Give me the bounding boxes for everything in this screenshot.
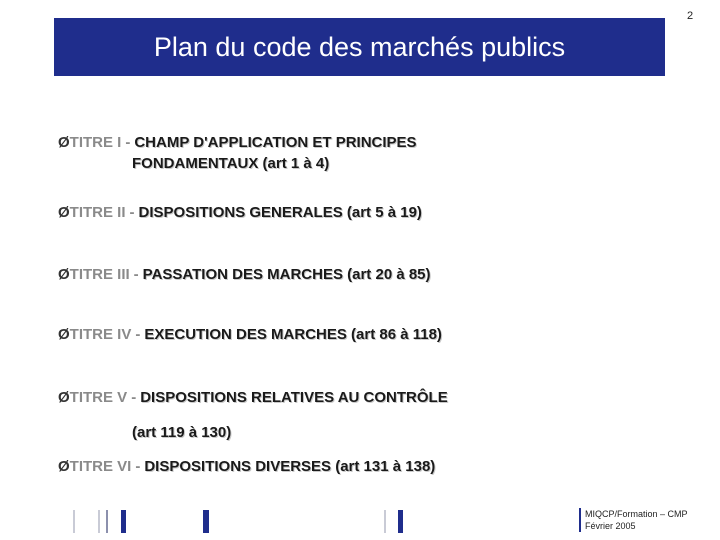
item-prefix: TITRE I: [69, 134, 122, 151]
list-item-titre-4: [58, 326, 442, 343]
item-prefix: TITRE IV: [69, 326, 132, 343]
item-dash: -: [133, 266, 139, 283]
footer-bar: [106, 510, 108, 533]
item-continuation: (art 119 à 130): [132, 424, 232, 441]
item-prefix: TITRE III: [69, 266, 130, 283]
item-prefix: TITRE VI: [69, 458, 132, 475]
list-item-titre-2: [58, 204, 422, 221]
slide-title: Plan du code des marchés publics: [153, 31, 566, 62]
item-dash: -: [135, 326, 141, 343]
item-dash: -: [131, 389, 137, 406]
item-desc: DISPOSITIONS DIVERSES (art 131 à 138): [144, 458, 436, 475]
arrow-bullet-icon: Ø: [58, 134, 70, 151]
arrow-bullet-icon: Ø: [58, 458, 70, 475]
title-banner: [54, 18, 665, 76]
footer-bar: [398, 510, 403, 533]
item-continuation: FONDAMENTAUX (art 1 à 4): [132, 155, 330, 172]
footer-bar: [98, 510, 100, 533]
footer-bar: [121, 510, 126, 533]
footer-credit: [579, 508, 688, 532]
item-prefix: TITRE II: [69, 204, 126, 221]
item-dash: -: [129, 204, 135, 221]
footer-bar: [73, 510, 75, 533]
footer-bar: [203, 510, 209, 533]
list-item-titre-5: [58, 389, 448, 406]
item-desc: PASSATION DES MARCHES (art 20 à 85): [142, 266, 431, 283]
list-item-titre-3: [58, 266, 431, 283]
item-dash: -: [125, 134, 131, 151]
arrow-bullet-icon: Ø: [58, 389, 70, 406]
item-desc: DISPOSITIONS GENERALES (art 5 à 19): [138, 204, 422, 221]
item-dash: -: [135, 458, 141, 475]
arrow-bullet-icon: Ø: [58, 204, 70, 221]
item-desc: DISPOSITIONS RELATIVES AU CONTRÔLE: [140, 389, 448, 406]
arrow-bullet-icon: Ø: [58, 266, 70, 283]
list-item-titre-1: [58, 134, 417, 151]
page-number: 2: [687, 10, 694, 22]
footer-line-2: Février 2005: [585, 521, 636, 531]
footer-line-1: MIQCP/Formation – CMP: [585, 509, 688, 519]
item-desc: CHAMP D'APPLICATION ET PRINCIPES: [134, 134, 417, 151]
item-desc: EXECUTION DES MARCHES (art 86 à 118): [144, 326, 442, 343]
list-item-titre-6: [58, 458, 435, 475]
item-prefix: TITRE V: [69, 389, 128, 406]
footer-bar: [384, 510, 386, 533]
arrow-bullet-icon: Ø: [58, 326, 70, 343]
